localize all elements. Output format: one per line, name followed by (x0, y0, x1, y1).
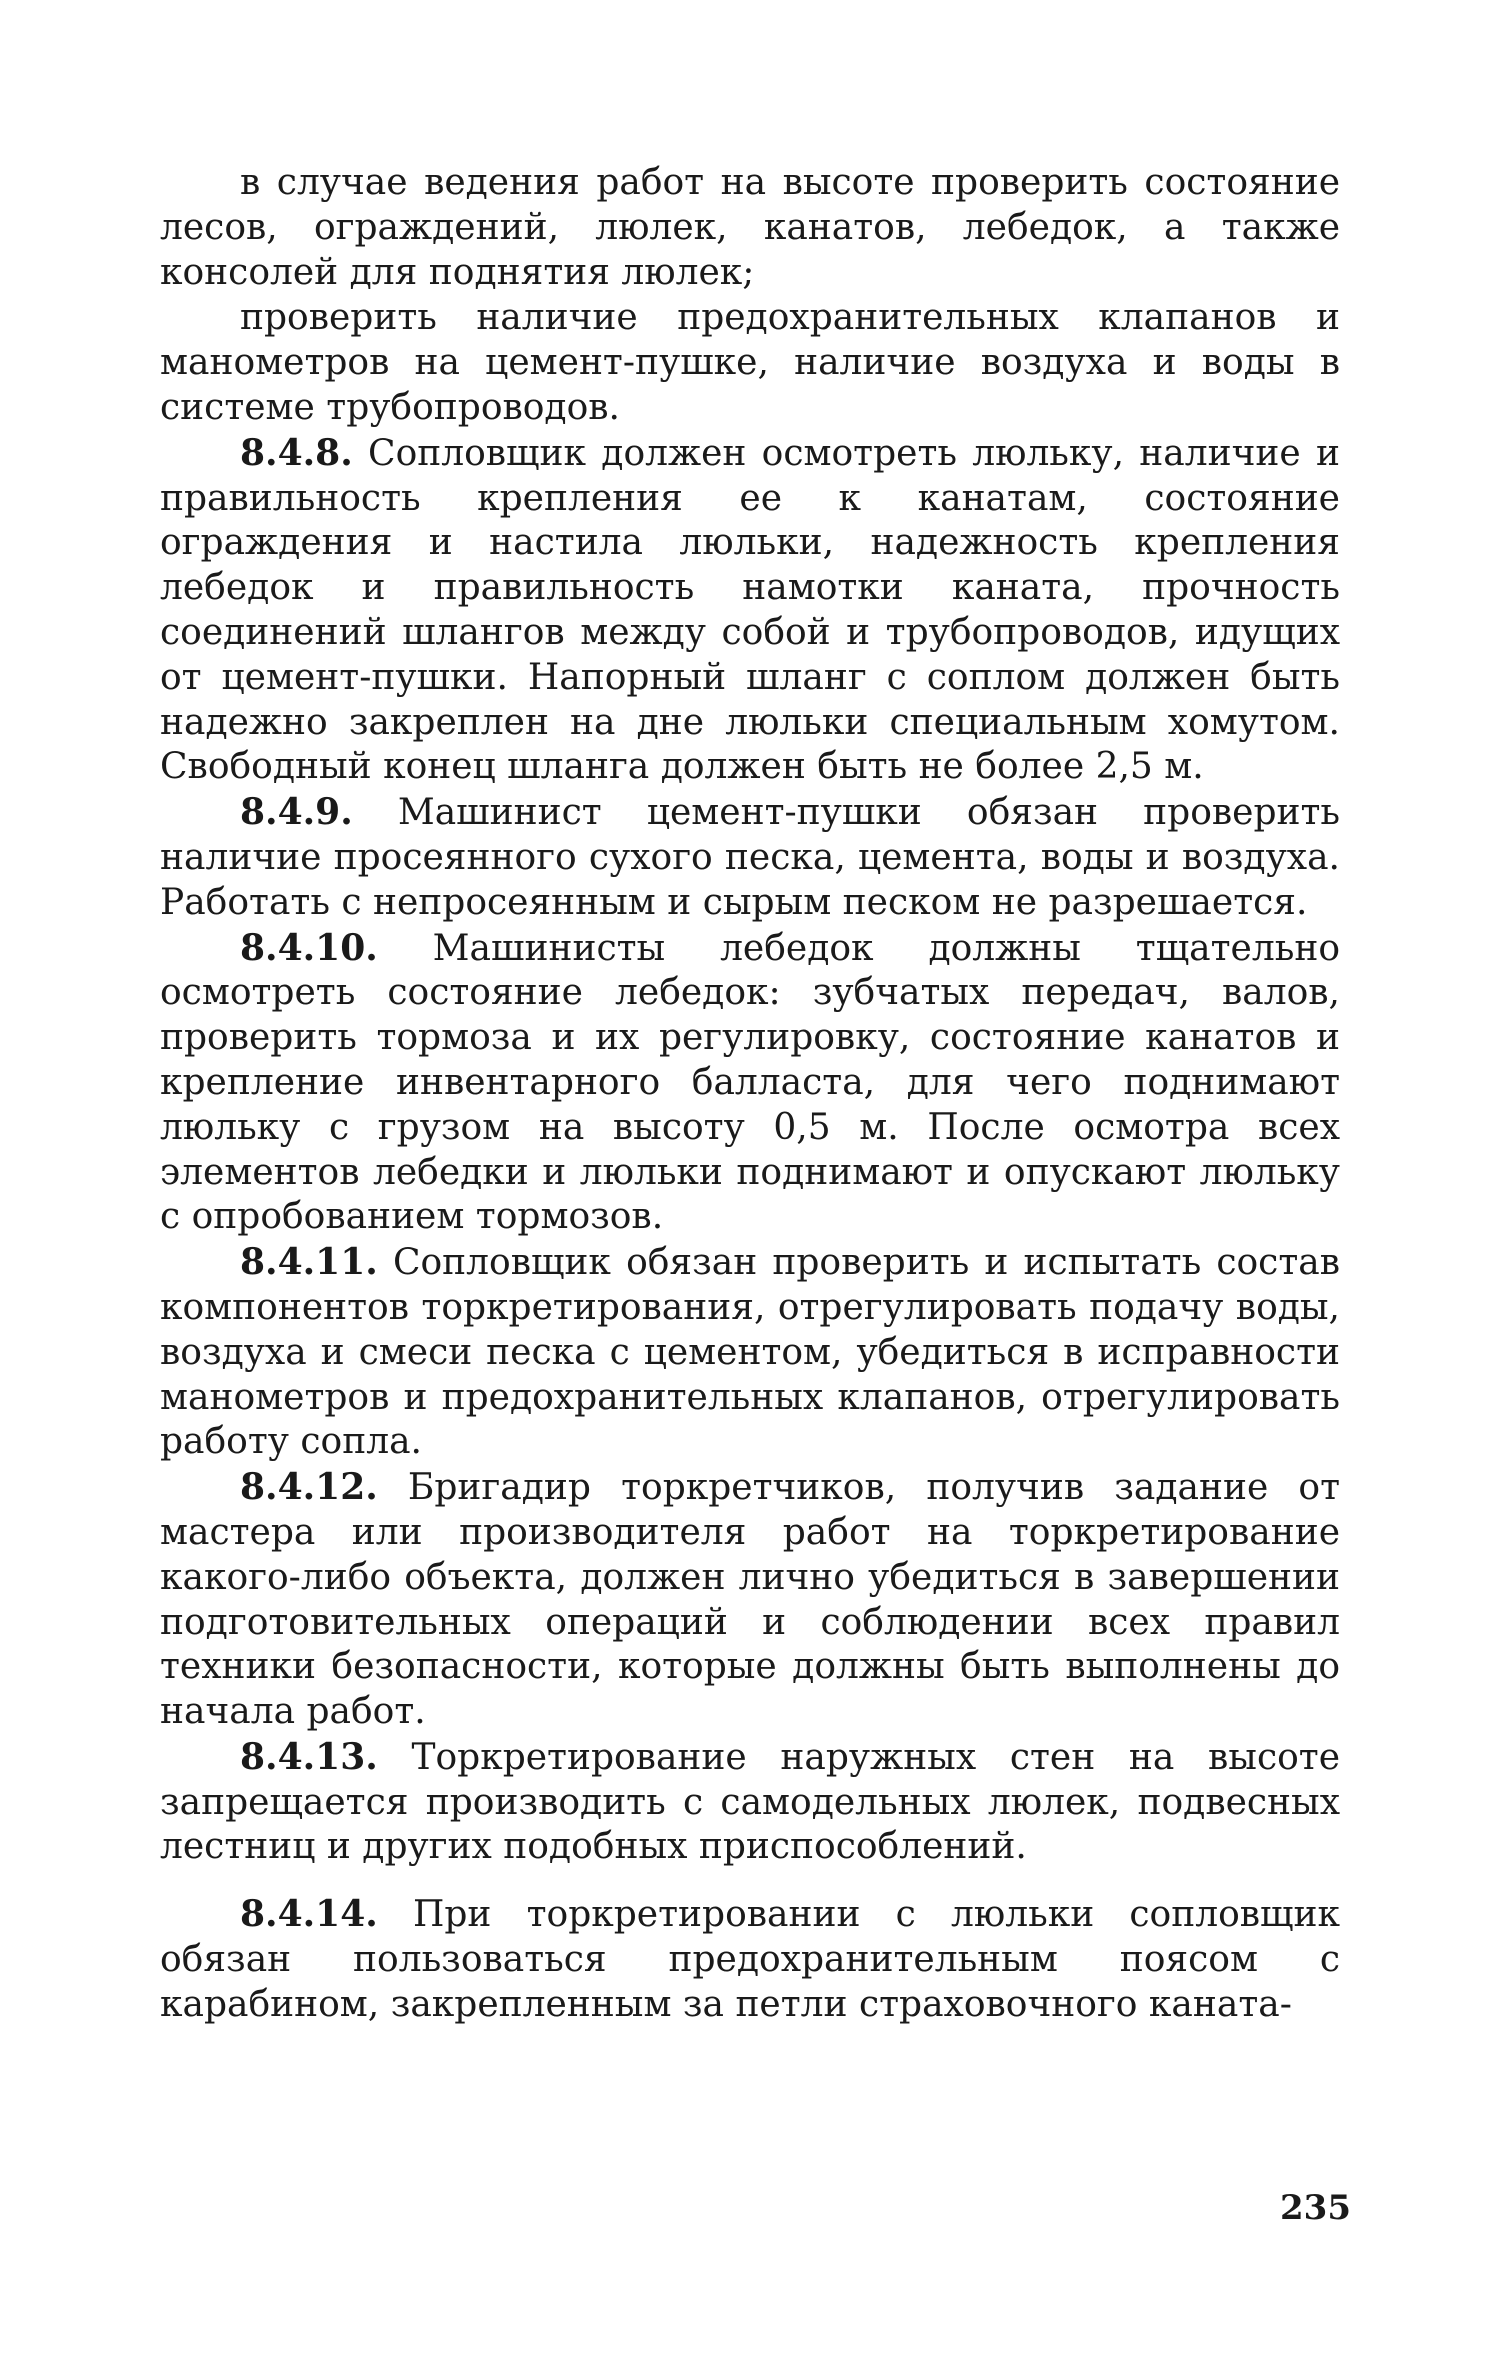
paragraph-8-4-9 (160, 790, 1340, 925)
paragraph-number: 8.4.9. (240, 791, 353, 834)
paragraph-scaffold-check (160, 160, 1340, 295)
paragraph-number: 8.4.11. (240, 1241, 378, 1284)
paragraph-text: Бригадир торкретчиков, получив задание от мастера или производителя работ на торкретирование какого-либо объекта, должен лично убедиться в завершении подготовительных операций и соблюдении всех правил техники безопасности, которые должны быть выполнены до начала работ. (160, 1467, 1340, 1733)
paragraph-text: в случае ведения работ на высоте проверить состояние лесов, ограждений, люлек, канатов, лебедок, а также консолей для поднятия люлек; (160, 162, 1340, 293)
paragraph-8-4-11 (160, 1240, 1340, 1465)
paragraph-text: проверить наличие предохранительных клапанов и манометров на цемент-пушке, наличие воздуха и воды в системе трубопроводов. (160, 297, 1340, 428)
paragraph-text: Сопловщик должен осмотреть люльку, наличие и правильность крепления ее к канатам, состояние ограждения и настила люльки, надежность крепления лебедок и правильность намотки каната, прочность соединений шлангов между собой и трубопроводов, идущих от цемент-пушки. Напорный шланг с соплом должен быть надежно закреплен на дне люльки специальным хомутом. Свободный конец шланга должен быть не более 2,5 м. (160, 432, 1340, 788)
paragraph-text: Машинисты лебедок должны тщательно осмотреть состояние лебедок: зубчатых передач, валов, проверить тормоза и их регулировку, состояние канатов и крепление инвентарного балласта, для чего поднимают люльку с грузом на высоту 0,5 м. После осмотра всех элементов лебедки и люльки поднимают и опускают люльку с опробованием тормозов. (160, 927, 1340, 1238)
paragraph-text: Сопловщик обязан проверить и испытать состав компонентов торкретирования, отрегулировать подачу воды, воздуха и смеси песка с цементом, убедиться в исправности манометров и предохранительных клапанов, отрегулировать работу сопла. (160, 1242, 1340, 1463)
page-number: 235 (1280, 2188, 1351, 2228)
paragraph-8-4-8 (160, 431, 1340, 790)
paragraph-8-4-12 (160, 1465, 1340, 1735)
paragraph-text: Машинист цемент-пушки обязан проверить наличие просеянного сухого песка, цемента, воды и воздуха. Работать с непросеянным и сырым песком не разрешается. (160, 792, 1340, 923)
paragraph-number: 8.4.8. (240, 431, 353, 474)
paragraph-8-4-13 (160, 1735, 1340, 1870)
page-body (160, 160, 1340, 2028)
paragraph-text: При торкретировании с люльки сопловщик обязан пользоваться предохранительным поясом с карабином, закрепленным за петли страховочного каната- (160, 1894, 1340, 2025)
paragraph-8-4-14 (160, 1892, 1340, 2027)
paragraph-8-4-10 (160, 926, 1340, 1241)
paragraph-text: Торкретирование наружных стен на высоте запрещается производить с самодельных люлек, подвесных лестниц и других подобных приспособлений. (160, 1736, 1340, 1868)
paragraph-number: 8.4.14. (240, 1893, 378, 1936)
paragraph-valves-check (160, 295, 1340, 430)
paragraph-number: 8.4.13. (240, 1735, 378, 1778)
paragraph-number: 8.4.12. (240, 1466, 378, 1509)
paragraph-number: 8.4.10. (240, 926, 378, 969)
